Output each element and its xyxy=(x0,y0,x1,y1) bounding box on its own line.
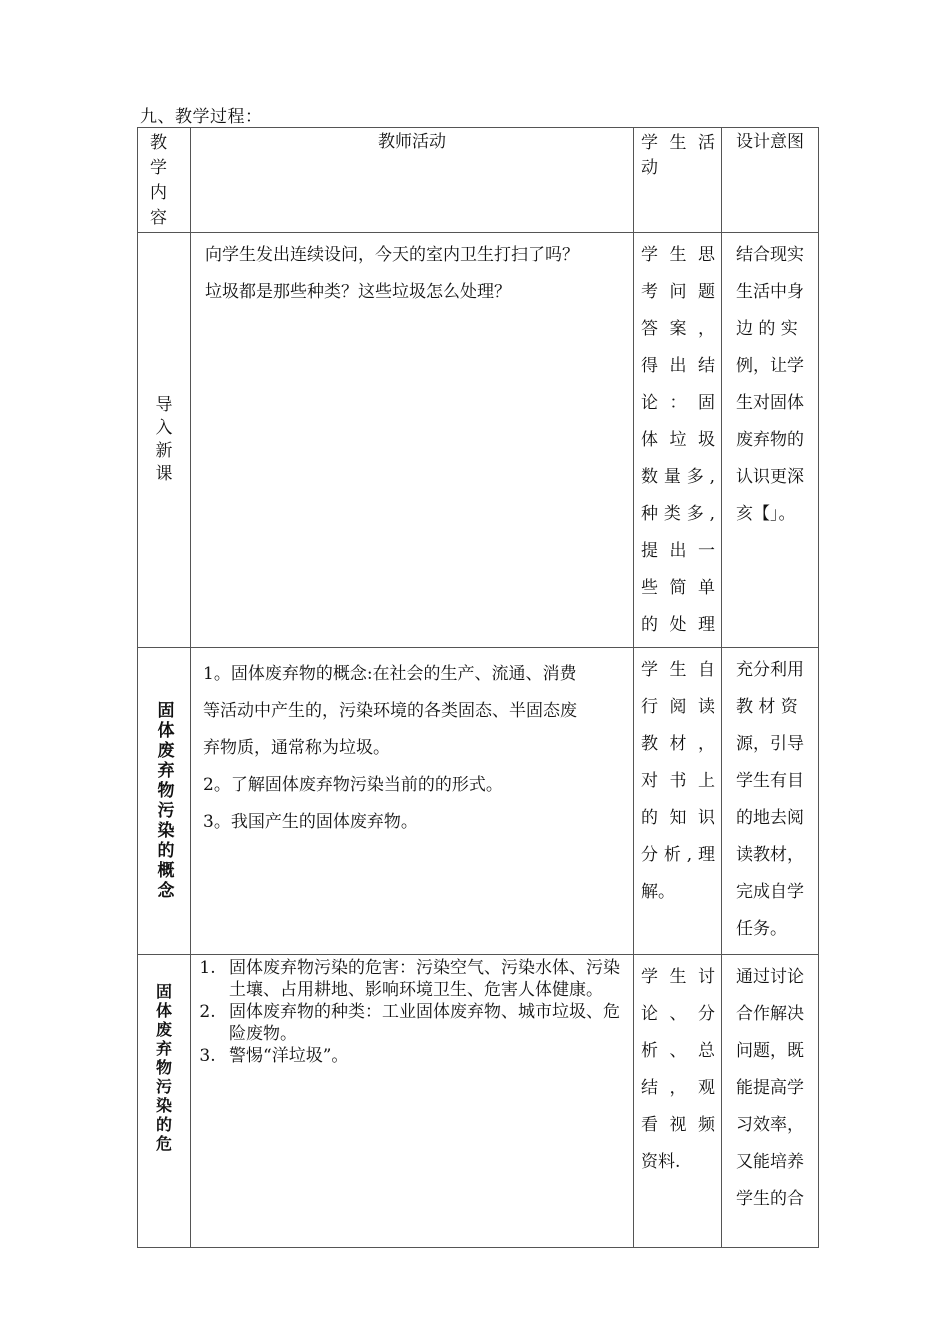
table-row xyxy=(138,233,819,648)
label-char: 危 xyxy=(155,1134,172,1153)
cell-line: 学生讨 xyxy=(641,967,715,987)
cell-line: 答案， xyxy=(641,319,715,339)
cell-line: 论：固 xyxy=(641,393,715,413)
cell-line: 废弃物的 xyxy=(736,430,804,450)
label-char: 染 xyxy=(157,821,175,841)
cell-line: 任务。 xyxy=(736,919,787,939)
cell-line: 生对固体 xyxy=(736,393,804,413)
teacher-activity-cell: 1。固体废弃物的概念:在社会的生产、流通、消费 等活动中产生的，污染环境的各类固态、半固态废 弃物质，通常称为垃圾。 2。了解固体废弃物污染当前的的形式。 3。我国产生的固体废弃物。 xyxy=(191,648,634,955)
label-char: 的 xyxy=(155,1115,172,1134)
numbered-list xyxy=(203,957,627,1067)
label-char: 弃 xyxy=(157,761,175,781)
label-char: 染 xyxy=(155,1096,172,1115)
header-student-activity: 学生活 动 xyxy=(634,128,722,233)
cell-line: 读教材， xyxy=(736,845,804,865)
cell-line: 教材， xyxy=(641,734,715,754)
label-char: 废 xyxy=(155,1020,172,1039)
list-item: 1. 固体废弃物污染的危害：污染空气、污染水体、污染土壤、占用耕地、影响环境卫生、危害人体健康。 xyxy=(221,957,627,1001)
cell-line: 些简单 xyxy=(641,578,715,598)
table-header-row xyxy=(138,128,819,233)
cell-line: 学生思 xyxy=(641,245,715,265)
cell-line: 合作解决 xyxy=(736,1004,804,1024)
label-char: 固 xyxy=(155,982,172,1001)
label-char: 新 xyxy=(155,441,173,461)
label-char: 物 xyxy=(157,781,175,801)
label-char: 污 xyxy=(157,801,175,821)
cell-line: 生活中身 xyxy=(736,282,804,302)
cell-line: 解。 xyxy=(641,882,675,902)
section-heading: 九、教学过程： xyxy=(140,107,263,127)
cell-line: 亥【」。 xyxy=(736,504,796,524)
cell-line: 源，引导 xyxy=(736,734,804,754)
cell-line: 的处理 xyxy=(641,615,715,635)
cell-line: 提出一 xyxy=(641,541,715,561)
header-content: 教 学 内 容 xyxy=(138,128,191,233)
list-item: 3. 警惕“洋垃圾”。 xyxy=(221,1045,627,1067)
cell-line: 教 材 资 xyxy=(736,697,798,717)
table-row xyxy=(138,955,819,1248)
cell-line: 学生有目 xyxy=(736,771,804,791)
cell-line: 资料. xyxy=(641,1152,681,1172)
label-char: 污 xyxy=(155,1077,172,1096)
cell-line: 边 的 实 xyxy=(736,319,798,339)
label-char: 弃 xyxy=(155,1039,172,1058)
cell-line: 能提高学 xyxy=(736,1078,804,1098)
teacher-activity-cell xyxy=(191,955,634,1248)
label-char: 体 xyxy=(155,1001,172,1020)
cell-line: 对书上 xyxy=(641,771,715,791)
label-char: 导 xyxy=(155,395,173,415)
cell-line: 得出结 xyxy=(641,356,715,376)
cell-line: 体垃圾 xyxy=(641,430,715,450)
design-intent-cell xyxy=(722,955,819,1248)
teacher-activity-cell: 向学生发出连续设问，今天的室内卫生打扫了吗？ 垃圾都是那些种类？这些垃圾怎么处理？ xyxy=(191,233,634,648)
label-char: 概 xyxy=(157,861,175,881)
student-activity-cell xyxy=(634,955,722,1248)
header-teacher-activity: 教师活动 xyxy=(191,128,634,233)
label-char: 废 xyxy=(157,741,175,761)
label-char: 体 xyxy=(157,721,175,741)
cell-line: 看视频 xyxy=(641,1115,715,1135)
cell-line: 析、总 xyxy=(641,1041,715,1061)
cell-line: 结合现实 xyxy=(736,245,804,265)
cell-line: 学生自 xyxy=(641,660,715,680)
cell-line: 考问题 xyxy=(641,282,715,302)
cell-line: 问题，既 xyxy=(736,1041,804,1061)
row-content-label xyxy=(138,648,191,955)
student-activity-cell xyxy=(634,648,722,955)
cell-line: 的知识 xyxy=(641,808,715,828)
label-char: 物 xyxy=(155,1058,172,1077)
label-char: 入 xyxy=(155,418,173,438)
cell-line: 充分利用 xyxy=(736,660,804,680)
cell-line: 通过讨论 xyxy=(736,967,804,987)
row-content-label xyxy=(138,955,191,1248)
row-content-label xyxy=(138,233,191,648)
design-intent-cell xyxy=(722,648,819,955)
cell-line: 认识更深 xyxy=(736,467,804,487)
student-activity-cell xyxy=(634,233,722,648)
cell-line: 分析,理 xyxy=(641,845,715,865)
cell-line: 论、分 xyxy=(641,1004,715,1024)
cell-line: 学生的合 xyxy=(736,1189,804,1209)
label-char: 念 xyxy=(157,881,175,901)
header-design-intent: 设计意图 xyxy=(722,128,819,233)
label-char: 固 xyxy=(157,701,175,721)
cell-line: 结，观 xyxy=(641,1078,715,1098)
cell-line: 习效率， xyxy=(736,1115,804,1135)
cell-line: 的地去阅 xyxy=(736,808,804,828)
cell-line: 数量多, xyxy=(641,467,715,487)
cell-line: 完成自学 xyxy=(736,882,804,902)
cell-line: 行阅读 xyxy=(641,697,715,717)
teaching-process-table xyxy=(137,127,819,1248)
table-row xyxy=(138,648,819,955)
cell-line: 例，让学 xyxy=(736,356,804,376)
cell-line: 种类多, xyxy=(641,504,715,524)
label-char: 的 xyxy=(157,841,175,861)
list-item: 2. 固体废弃物的种类：工业固体废弃物、城市垃圾、危险废物。 xyxy=(221,1001,627,1045)
design-intent-cell xyxy=(722,233,819,648)
label-char: 课 xyxy=(155,464,173,484)
cell-line: 又能培养 xyxy=(736,1152,804,1172)
